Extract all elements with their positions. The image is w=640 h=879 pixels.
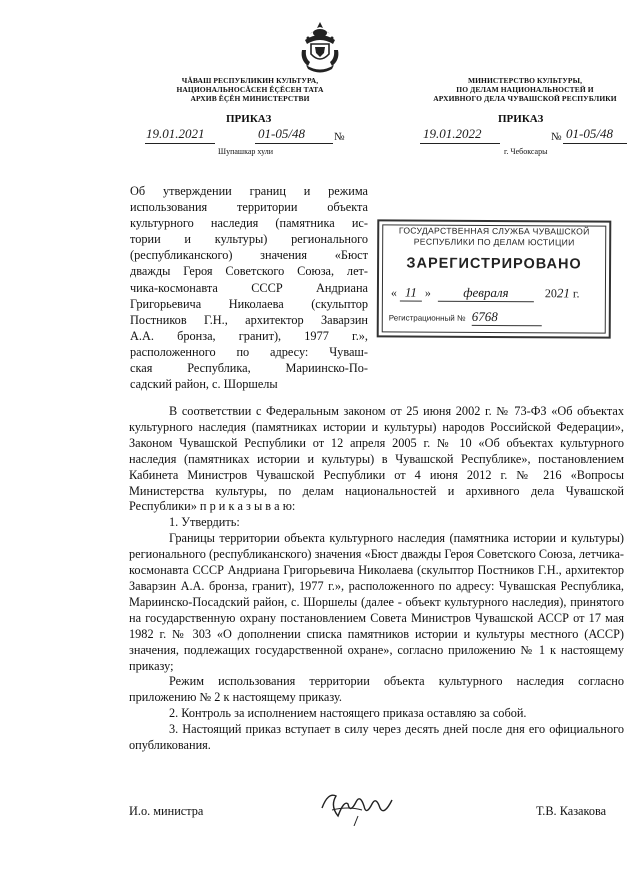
date-left-underline	[145, 143, 215, 144]
registration-stamp	[377, 219, 612, 338]
title-line: Григорьевича Николаева (скульптор	[130, 296, 368, 311]
header-left-line2: НАЦИОНАЛЬНОСĂСЕН ĔÇĔСЕН ТАТА	[176, 85, 324, 94]
title-line: садский район, с. Шоршелы	[130, 377, 278, 392]
document-title	[130, 183, 368, 392]
stamp-registered: ЗАРЕГИСТРИРОВАНО	[406, 255, 582, 273]
stamp-day: 11	[400, 285, 422, 302]
header-left-org	[155, 76, 345, 103]
stamp-month: февраля	[438, 285, 534, 303]
stamp-agency-line1: ГОСУДАРСТВЕННАЯ СЛУЖБА ЧУВАШСКОЙ	[398, 225, 590, 237]
stamp-year: 21	[556, 285, 570, 301]
number-left-underline	[255, 143, 333, 144]
header-right-line1: МИНИСТЕРСТВО КУЛЬТУРЫ,	[467, 76, 583, 85]
header-right-org	[420, 76, 630, 103]
body-paragraph-3: Границы территории объекта культурного наследия (памятника истории и культуры) регионального (республиканского) значения «Бюст дважды Героя Советского Союза, летчика-космонавта СССР Андриана Григорьевича Николаева (скульптор Постников Г.Н., архитектор Заварзин А.А. бронза, гранит), 1977 г.», расположенного по адресу: Чувашская Республика, Мариинско-Посадский район, с. Шоршелы (далее - объект культурного наследия), принятого на государственную охрану постановлением Совета Министров Чувашской АССР от 17 мая 1982 г. № 303 «О дополнении списка памятников истории и культуры местного (АССР) значения, подлежащих государственной охране», согласно приложению № 1 к настоящему приказу;	[129, 531, 624, 673]
order-word-right: ПРИКАЗ	[498, 113, 544, 125]
stamp-day-close: »	[424, 285, 431, 300]
date-right-underline	[420, 143, 500, 144]
title-line: расположенного по адресу: Чуваш-	[130, 344, 368, 359]
chuvash-emblem-icon	[296, 20, 344, 76]
stamp-reg-number: 6768	[472, 309, 542, 326]
stamp-reg-label: Регистрационный №	[388, 313, 466, 323]
title-line: Об утверждении границ и режима	[130, 184, 368, 198]
title-line: Постников Г.Н., архитектор Заварзин	[130, 312, 368, 327]
header-left-line3: АРХИВ ĔÇĔН МИНИСТЕРСТВИ	[190, 94, 310, 103]
body-paragraph-4: Режим использования территории объекта культурного наследия согласно приложению № 2 к настоящему приказу.	[129, 674, 624, 705]
order-word-left: ПРИКАЗ	[226, 113, 272, 125]
title-line: культурного наследия (памятника ис-	[130, 216, 368, 231]
title-line: А.А. бронза, гранит), 1977 г.»,	[130, 328, 368, 343]
city-left: Шупашкар хули	[218, 147, 273, 156]
title-line: дважды Героя Советского Союза, лет-	[130, 264, 368, 279]
city-right: г. Чебоксары	[504, 147, 548, 156]
stamp-year-suffix: г.	[572, 286, 580, 301]
document-body	[129, 404, 624, 754]
date-left: 19.01.2021	[146, 126, 205, 141]
number-right: 01-05/48	[566, 126, 613, 141]
stamp-reg-row	[389, 308, 599, 326]
number-right-underline	[563, 143, 627, 144]
header-left-line1: ЧĂВАШ РЕСПУБЛИКИН КУЛЬТУРА,	[181, 76, 319, 85]
stamp-year-prefix: 20	[544, 286, 557, 301]
signatory-position: И.о. министра	[129, 804, 204, 818]
handwritten-signature	[318, 786, 398, 826]
header-right-line2: ПО ДЕЛАМ НАЦИОНАЛЬНОСТЕЙ И	[456, 85, 594, 94]
date-right: 19.01.2022	[423, 126, 482, 141]
stamp-agency	[379, 225, 609, 248]
title-line: ская Республика, Мариинско-По-	[130, 361, 368, 376]
title-line: использования территории объекта	[130, 200, 368, 215]
title-line: тории и культуры) регионального	[130, 232, 368, 247]
body-paragraph-2: 1. Утвердить:	[169, 515, 240, 530]
header-right-line3: АРХИВНОГО ДЕЛА ЧУВАШСКОЙ РЕСПУБЛИКИ	[433, 94, 617, 103]
body-paragraph-5: 2. Контроль за исполнением настоящего приказа оставляю за собой.	[169, 706, 527, 721]
stamp-agency-line2: РЕСПУБЛИКИ ПО ДЕЛАМ ЮСТИЦИИ	[413, 236, 575, 248]
stamp-day-open: «	[390, 285, 397, 300]
stamp-date	[391, 284, 601, 302]
number-sign-left: №	[334, 131, 345, 143]
number-sign-right: №	[551, 131, 562, 143]
number-left: 01-05/48	[258, 126, 305, 141]
title-line: чика-космонавта СССР Андриана	[130, 280, 368, 295]
body-paragraph-6: 3. Настоящий приказ вступает в силу через десять дней после дня его официального опубликования.	[129, 722, 624, 753]
body-paragraph-1: В соответствии с Федеральным законом от 25 июня 2002 г. № 73-ФЗ «Об объектах культурного наследия (памятниках истории и культуры) народов Российской Федерации», Законом Чувашской Республики от 12 апреля 2005 г. № 10 «Об объектах культурного наследия (памятниках истории и культуры) в Чувашской Республике», постановлением Кабинета Министров Чувашской Республики от 4 июня 2012 г. № 216 «Вопросы Министерства культуры, по делам национальностей и архивного дела Чувашской Республики» п р и к а з ы в а ю:	[129, 404, 624, 514]
title-line: (республиканского) значения «Бюст	[130, 248, 368, 263]
signatory-name: Т.В. Казакова	[536, 804, 607, 818]
